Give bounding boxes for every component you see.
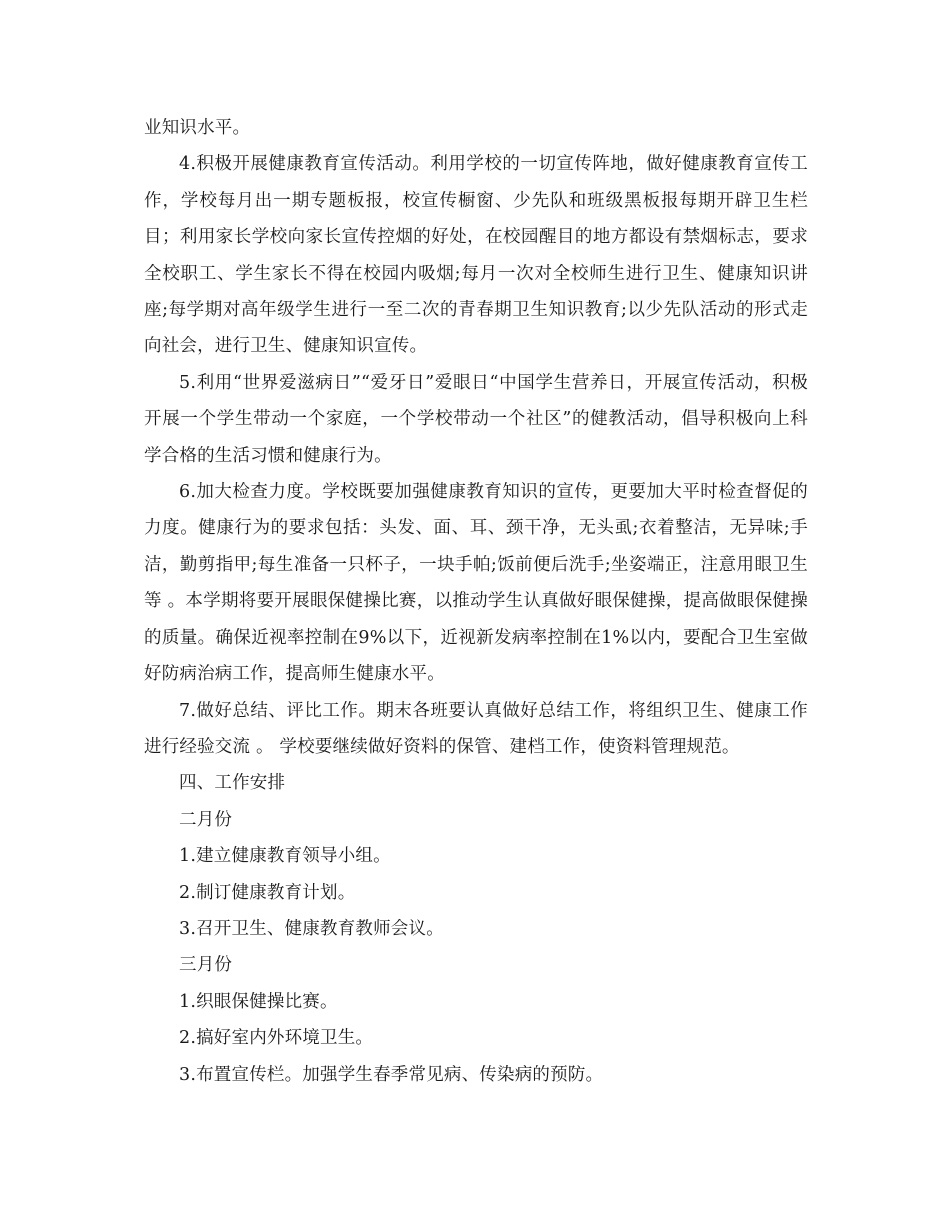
month-heading-march: 三月份 [179, 955, 233, 976]
month-heading-february: 二月份 [179, 809, 233, 830]
paragraph-continuation: 业知识水平。 [144, 118, 251, 138]
list-item: 3.布置宣传栏。加强学生春季常见病、传染病的预防。 [179, 1064, 604, 1085]
list-item: 3.召开卫生、健康教育教师会议。 [179, 918, 444, 939]
list-item: 2.制订健康教育计划。 [179, 882, 356, 903]
list-item: 1.建立健康教育领导小组。 [179, 846, 391, 867]
list-item: 1.织眼保健操比赛。 [179, 991, 338, 1012]
paragraph-item-5: 5.利用“世界爱滋病日”“爱牙日”爱眼日“中国学生营养日，开展宣传活动，积极开展一个学生带动一个家庭，一个学校带动一个社区”的健教活动，倡导积极向上科学合格的生活习惯和健康行为。 [144, 372, 808, 466]
document-body [144, 110, 808, 1093]
paragraph-item-6: 6.加大检查力度。学校既要加强健康教育知识的宣传，更要加大平时检查督促的力度。健康行为的要求包括：头发、面、耳、颈干净，无头虱;衣着整洁，无异味;手洁，勤剪指甲;每生准备一只杯子，一块手帕;饭前便后洗手;坐姿端正，注意用眼卫生等 。本学期将要开展眼保健操比赛，以推动学生认真做好眼保健操，提高做眼保健操的质量。确保近视率控制在9%以下，近视新发病率控制在1%以内，要配合卫生室做好防病治病工作，提高师生健康水平。 [144, 482, 808, 685]
paragraph-item-7: 7.做好总结、评比工作。期末各班要认真做好总结工作，将组织卫生、健康工作进行经验交流 。 学校要继续做好资料的保管、建档工作，使资料管理规范。 [144, 700, 808, 757]
section-heading: 四、工作安排 [179, 773, 286, 794]
list-item: 2.搞好室内外环境卫生。 [179, 1028, 374, 1049]
paragraph-item-4: 4.积极开展健康教育宣传活动。利用学校的一切宣传阵地，做好健康教育宣传工作，学校每月出一期专题板报，校宣传橱窗、少先队和班级黑板报每期开辟卫生栏目；利用家长学校向家长宣传控烟的好处，在校园醒目的地方都设有禁烟标志，要求全校职工、学生家长不得在校园内吸烟;每月一次对全校师生进行卫生、健康知识讲座;每学期对高年级学生进行一至二次的青春期卫生知识教育;以少先队活动的形式走向社会，进行卫生、健康知识宣传。 [144, 154, 808, 357]
